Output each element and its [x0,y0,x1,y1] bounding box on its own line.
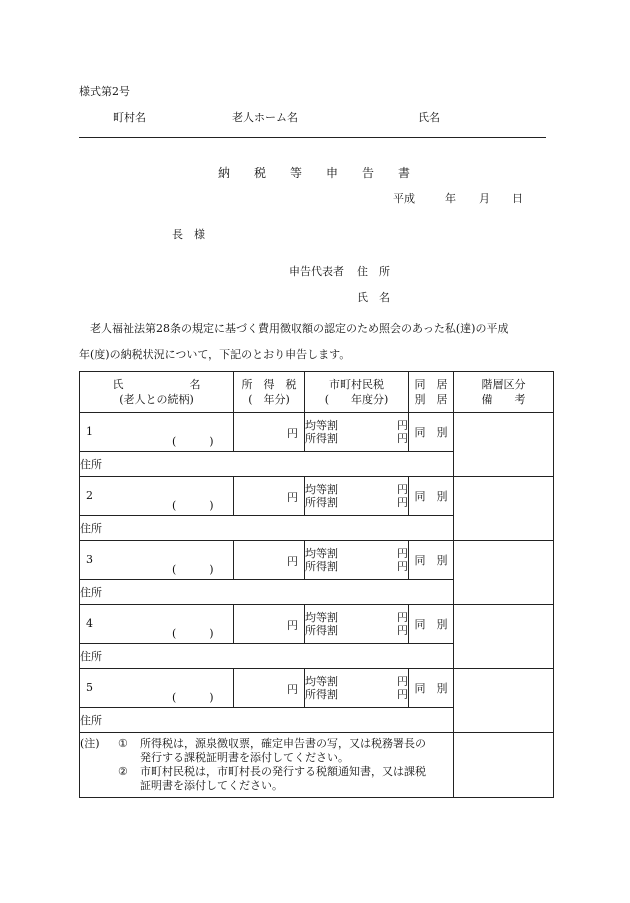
tax-declaration-table [79,371,554,798]
header-income-tax: 所 得 税 [241,378,297,391]
header-cohabit: 同 居 [414,378,448,391]
per-capita-label: 均等割 [305,547,338,560]
address-label: 住所 [80,522,102,535]
header-separate: 別 居 [414,393,448,406]
name-label: 氏名 [418,111,440,124]
notes-row [80,733,554,798]
per-capita-label: 均等割 [305,419,338,432]
header-remarks: 備 考 [481,393,526,406]
form-title: 納 税 等 申 告 書 [218,166,411,180]
note-2-mark: ② [118,765,128,778]
yen-unit: 円 [397,624,408,637]
header-divider [79,137,546,138]
addressee: 長 様 [172,228,205,241]
yen-unit: 円 [287,619,298,632]
address-cell[interactable] [80,580,454,605]
municipal-tax-cell[interactable] [305,669,409,708]
income-tax-cell[interactable] [234,413,305,452]
declarant-name: 氏 名 [357,291,390,304]
class-remarks-cell[interactable] [454,477,554,541]
relation-paren: ( ) [172,499,214,512]
note-1-line-2: 発行する課税証明書を添付してください。 [140,751,349,764]
municipal-tax-cell[interactable] [305,477,409,516]
body-line-1: 老人福祉法第28条の規定に基づく費用徴収額の認定のため照会のあった私(達)の平成 [90,322,509,335]
row-number: 2 [86,489,93,502]
row-number: 5 [86,681,93,694]
address-label: 住所 [80,650,102,663]
class-remarks-cell[interactable] [454,605,554,669]
cohabit-options: 同 別 [414,682,448,695]
name-cell[interactable] [80,477,234,516]
address-cell[interactable] [80,452,454,477]
declarant-address: 住 所 [357,265,390,278]
income-levy-label: 所得割 [305,624,338,637]
yen-unit: 円 [287,491,298,504]
relation-paren: ( ) [172,691,214,704]
note-1-line-1: 所得税は，源泉徴収票，確定申告書の写，又は税務署長の [140,737,426,750]
income-levy-label: 所得割 [305,432,338,445]
table-row [80,541,554,580]
income-levy-label: 所得割 [305,560,338,573]
address-label: 住所 [80,586,102,599]
class-remarks-cell[interactable] [454,669,554,733]
table-row [80,477,554,516]
address-cell[interactable] [80,708,454,733]
yen-unit: 円 [397,496,408,509]
row-number: 3 [86,553,93,566]
yen-unit: 円 [397,688,408,701]
income-levy-label: 所得割 [305,496,338,509]
relation-paren: ( ) [172,627,214,640]
header-income-tax-year: ( 年分) [248,393,290,406]
home-label: 老人ホーム名 [232,111,298,124]
cohabit-cell[interactable] [409,413,454,452]
table-row [80,669,554,708]
cohabit-options: 同 別 [414,490,448,503]
name-cell[interactable] [80,541,234,580]
body-line-2: 年(度)の納税状況について，下記のとおり申告します。 [79,348,351,361]
relation-paren: ( ) [172,563,214,576]
notes-blank-cell [454,733,554,798]
table-row [80,413,554,452]
declarant-label: 申告代表者 [289,265,344,278]
cohabit-options: 同 別 [414,554,448,567]
relation-paren: ( ) [172,435,214,448]
yen-unit: 円 [397,611,408,624]
cohabit-cell[interactable] [409,605,454,644]
name-cell[interactable] [80,413,234,452]
yen-unit: 円 [397,560,408,573]
note-2-line-1: 市町村民税は，市町村長の発行する税額通知書，又は課税 [140,765,426,778]
per-capita-label: 均等割 [305,483,338,496]
address-cell[interactable] [80,516,454,541]
date-era: 平成 [393,192,415,205]
header-name: 氏 名 [112,378,201,391]
cohabit-options: 同 別 [414,426,448,439]
yen-unit: 円 [397,419,408,432]
cohabit-options: 同 別 [414,618,448,631]
form-number: 様式第2号 [79,85,130,98]
note-1-mark: ① [118,737,128,750]
municipal-tax-cell[interactable] [305,541,409,580]
income-levy-label: 所得割 [305,688,338,701]
date-day: 日 [512,192,523,205]
cohabit-cell[interactable] [409,477,454,516]
header-municipal-tax: 市町村民税 [329,378,384,391]
cohabit-cell[interactable] [409,669,454,708]
income-tax-cell[interactable] [234,605,305,644]
row-number: 1 [86,425,93,438]
header-relation: (老人との続柄) [119,393,194,406]
yen-unit: 円 [287,683,298,696]
yen-unit: 円 [397,483,408,496]
yen-unit: 円 [287,555,298,568]
town-label: 町村名 [113,111,146,124]
yen-unit: 円 [397,547,408,560]
table-row [80,605,554,644]
notes-cell [80,733,454,798]
header-municipal-tax-year: ( 年度分) [324,393,389,406]
yen-unit: 円 [287,427,298,440]
name-cell[interactable] [80,669,234,708]
notes-label: (注) [80,737,100,750]
name-cell[interactable] [80,605,234,644]
table-header [80,372,554,413]
income-tax-cell[interactable] [234,477,305,516]
note-2-line-2: 証明書を添付してください。 [140,779,283,792]
row-number: 4 [86,617,93,630]
address-cell[interactable] [80,644,454,669]
header-class: 階層区分 [481,378,526,391]
yen-unit: 円 [397,675,408,688]
municipal-tax-cell[interactable] [305,413,409,452]
class-remarks-cell[interactable] [454,413,554,477]
address-label: 住所 [80,714,102,727]
per-capita-label: 均等割 [305,611,338,624]
income-tax-cell[interactable] [234,669,305,708]
date-month: 月 [479,192,490,205]
class-remarks-cell[interactable] [454,541,554,605]
municipal-tax-cell[interactable] [305,605,409,644]
income-tax-cell[interactable] [234,541,305,580]
address-label: 住所 [80,458,102,471]
cohabit-cell[interactable] [409,541,454,580]
date-year: 年 [445,192,456,205]
yen-unit: 円 [397,432,408,445]
per-capita-label: 均等割 [305,675,338,688]
